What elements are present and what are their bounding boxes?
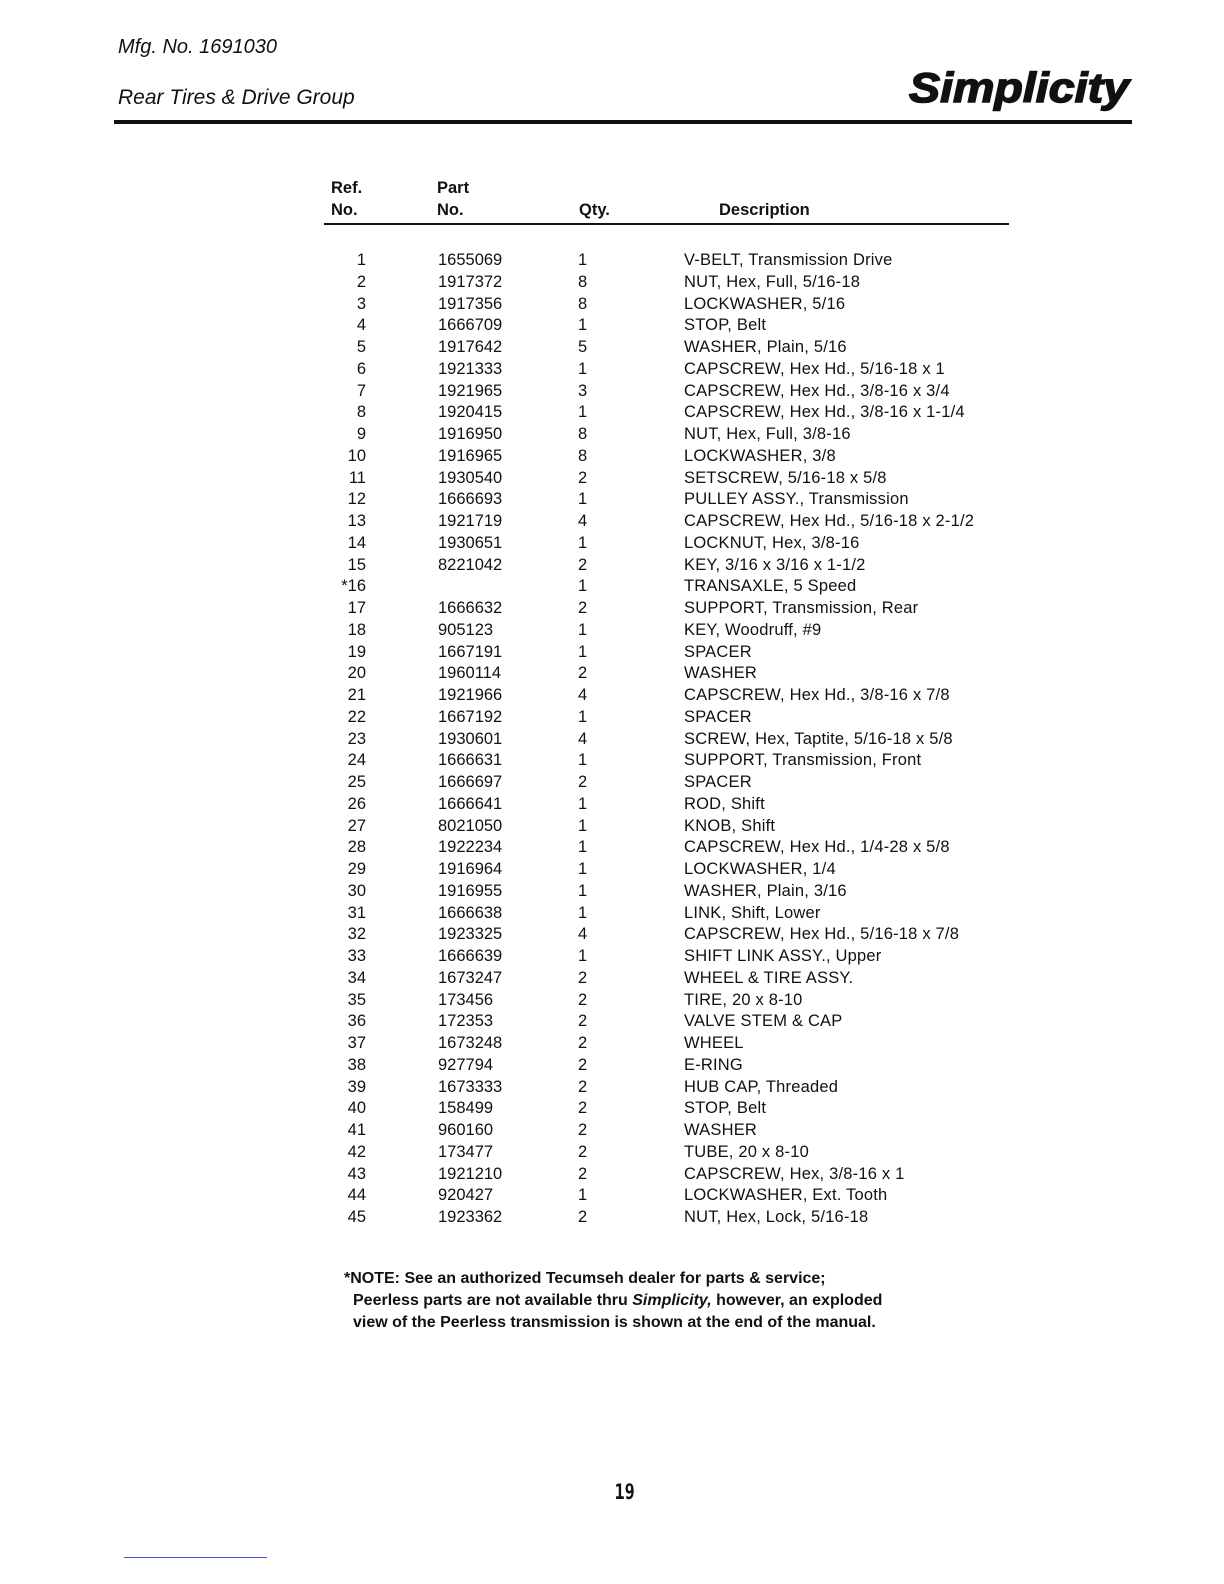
part-cell: 1923362 xyxy=(438,1208,503,1226)
description-cell: VALVE STEM & CAP xyxy=(684,1012,843,1031)
part-cell: 1930651 xyxy=(438,533,503,552)
qty-cell: 3 xyxy=(578,381,588,400)
ref-header-line1: Ref. xyxy=(331,179,363,197)
simplicity-logo xyxy=(905,62,1135,114)
part-cell: 1922234 xyxy=(438,838,503,857)
ref-cell: 27 xyxy=(347,816,366,835)
qty-cell: 1 xyxy=(578,490,588,509)
note-line-2 xyxy=(344,1290,984,1312)
part-cell: 1673333 xyxy=(438,1077,503,1096)
table-row xyxy=(0,903,1224,925)
qty-cell: 1 xyxy=(578,794,588,813)
ref-cell: 9 xyxy=(356,425,366,443)
table-row xyxy=(0,1164,1224,1186)
ref-cell: 25 xyxy=(347,773,366,791)
ref-cell: 45 xyxy=(347,1208,366,1226)
qty-cell: 1 xyxy=(578,316,588,335)
table-row xyxy=(0,446,1224,468)
part-cell: 960160 xyxy=(438,1121,494,1139)
ref-cell: 24 xyxy=(347,751,366,770)
description-cell: LOCKWASHER, 3/8 xyxy=(684,446,836,465)
description-cell: SPACER xyxy=(684,773,752,791)
ref-cell: 43 xyxy=(347,1164,366,1183)
part-cell: 1655069 xyxy=(438,251,503,269)
table-row xyxy=(0,468,1224,490)
description-cell: TUBE, 20 x 8-10 xyxy=(684,1142,809,1161)
qty-cell: 4 xyxy=(578,686,588,704)
ref-cell: 40 xyxy=(347,1099,366,1118)
qty-cell: 2 xyxy=(578,1164,588,1183)
description-cell: STOP, Belt xyxy=(684,316,767,335)
qty-cell: 4 xyxy=(578,512,588,530)
part-cell: 1666641 xyxy=(438,794,503,813)
column-header-ref xyxy=(331,177,362,221)
table-row xyxy=(0,598,1224,620)
ref-header-line2: No. xyxy=(331,201,358,219)
ref-cell: *16 xyxy=(341,577,366,596)
description-cell: SETSCREW, 5/16-18 x 5/8 xyxy=(684,468,887,487)
ref-cell: 38 xyxy=(347,1055,366,1074)
table-row xyxy=(0,555,1224,577)
table-row xyxy=(0,663,1224,685)
table-row xyxy=(0,707,1224,729)
qty-cell: 1 xyxy=(578,816,588,835)
part-cell: 158499 xyxy=(438,1099,494,1118)
description-cell: CAPSCREW, Hex Hd., 3/8-16 x 3/4 xyxy=(684,381,950,400)
part-cell: 1673248 xyxy=(438,1034,503,1052)
ref-cell: 23 xyxy=(347,729,366,748)
description-cell: CAPSCREW, Hex Hd., 5/16-18 x 1 xyxy=(684,359,945,378)
part-cell: 1673247 xyxy=(438,968,503,987)
table-row xyxy=(0,1098,1224,1120)
qty-cell: 1 xyxy=(578,860,588,878)
ref-cell: 32 xyxy=(347,925,366,944)
description-cell: WHEEL & TIRE ASSY. xyxy=(684,968,854,987)
note-line-2-end: however, an exploded xyxy=(711,1292,883,1309)
note-line-1: *NOTE: See an authorized Tecumseh dealer for parts & service; xyxy=(344,1270,826,1287)
qty-cell: 8 xyxy=(578,425,588,443)
qty-cell: 1 xyxy=(578,577,588,596)
ref-cell: 8 xyxy=(356,403,366,422)
part-cell: 1667191 xyxy=(438,642,503,661)
part-cell: 1920415 xyxy=(438,403,503,422)
description-cell: KEY, Woodruff, #9 xyxy=(684,620,822,639)
ref-cell: 21 xyxy=(347,686,366,704)
qty-cell: 2 xyxy=(578,990,588,1009)
qty-cell: 2 xyxy=(578,1012,588,1031)
table-row xyxy=(0,620,1224,642)
table-row xyxy=(0,881,1224,903)
brand-logo xyxy=(905,62,1135,114)
ref-cell: 5 xyxy=(356,338,366,356)
table-row xyxy=(0,946,1224,968)
page-number: 19 xyxy=(614,1480,635,1504)
qty-cell: 2 xyxy=(578,1142,588,1161)
description-cell: WASHER xyxy=(684,664,758,683)
table-row xyxy=(0,381,1224,403)
description-cell: NUT, Hex, Full, 5/16-18 xyxy=(684,272,861,291)
description-cell: CAPSCREW, Hex Hd., 5/16-18 x 7/8 xyxy=(684,925,960,944)
qty-cell: 1 xyxy=(578,751,588,770)
part-cell: 172353 xyxy=(438,1012,494,1031)
description-cell: CAPSCREW, Hex Hd., 3/8-16 x 7/8 xyxy=(684,686,950,704)
qty-cell: 2 xyxy=(578,1077,588,1096)
qty-cell: 2 xyxy=(578,968,588,987)
description-cell: LOCKWASHER, 5/16 xyxy=(684,294,846,313)
part-header-line2: No. xyxy=(437,201,464,219)
ref-cell: 2 xyxy=(356,272,366,291)
note-line-2-start: Peerless parts are not available thru xyxy=(353,1292,633,1309)
description-cell: CAPSCREW, Hex, 3/8-16 x 1 xyxy=(684,1164,905,1183)
description-cell: NUT, Hex, Full, 3/8-16 xyxy=(684,425,851,443)
description-cell: SHIFT LINK ASSY., Upper xyxy=(684,947,882,965)
qty-cell: 2 xyxy=(578,1121,588,1139)
ref-cell: 26 xyxy=(347,794,366,813)
table-row xyxy=(0,685,1224,707)
table-row xyxy=(0,337,1224,359)
part-cell: 1916955 xyxy=(438,881,503,900)
column-header-part xyxy=(437,177,469,221)
table-row xyxy=(0,1033,1224,1055)
qty-cell: 2 xyxy=(578,1099,588,1118)
ref-cell: 18 xyxy=(347,620,366,639)
ref-cell: 15 xyxy=(347,555,366,574)
note xyxy=(344,1268,984,1334)
part-cell: 1666639 xyxy=(438,947,503,965)
description-cell: NUT, Hex, Lock, 5/16-18 xyxy=(684,1208,869,1226)
part-cell: 920427 xyxy=(438,1186,494,1205)
table-row xyxy=(0,816,1224,838)
description-cell: ROD, Shift xyxy=(684,794,765,813)
qty-cell: 1 xyxy=(578,620,588,639)
ref-cell: 12 xyxy=(347,490,366,509)
qty-cell: 2 xyxy=(578,468,588,487)
table-row xyxy=(0,1142,1224,1164)
qty-cell: 2 xyxy=(578,599,588,617)
part-cell: 1960114 xyxy=(438,664,502,683)
table-row xyxy=(0,576,1224,598)
qty-cell: 8 xyxy=(578,294,588,313)
table-row xyxy=(0,1077,1224,1099)
qty-cell: 4 xyxy=(578,729,588,748)
part-cell: 1666638 xyxy=(438,903,503,922)
ref-cell: 1 xyxy=(356,251,366,269)
ref-cell: 28 xyxy=(347,838,366,857)
header-rule xyxy=(114,120,1132,124)
part-cell: 905123 xyxy=(438,620,494,639)
part-cell: 1916950 xyxy=(438,425,503,443)
description-cell: LOCKNUT, Hex, 3/8-16 xyxy=(684,533,860,552)
part-cell: 1930540 xyxy=(438,468,503,487)
table-row xyxy=(0,315,1224,337)
table-row xyxy=(0,1185,1224,1207)
parts-table xyxy=(0,250,1224,1229)
table-row xyxy=(0,837,1224,859)
ref-cell: 4 xyxy=(356,316,366,335)
part-cell: 1917642 xyxy=(438,338,503,356)
table-row xyxy=(0,968,1224,990)
ref-cell: 3 xyxy=(356,294,366,313)
part-cell: 1921965 xyxy=(438,381,503,400)
part-cell: 1921966 xyxy=(438,686,503,704)
description-cell: SCREW, Hex, Taptite, 5/16-18 x 5/8 xyxy=(684,729,953,748)
ref-cell: 33 xyxy=(347,947,366,965)
part-cell: 1923325 xyxy=(438,925,503,944)
table-row xyxy=(0,533,1224,555)
table-row xyxy=(0,489,1224,511)
ref-cell: 10 xyxy=(347,446,366,465)
description-cell: HUB CAP, Threaded xyxy=(684,1077,839,1096)
description-cell: WASHER, Plain, 5/16 xyxy=(684,338,847,356)
ref-cell: 13 xyxy=(347,512,366,530)
qty-cell: 1 xyxy=(578,403,588,422)
qty-cell: 1 xyxy=(578,533,588,552)
table-row xyxy=(0,750,1224,772)
table-row xyxy=(0,794,1224,816)
qty-cell: 8 xyxy=(578,272,588,291)
table-row xyxy=(0,1055,1224,1077)
table-row xyxy=(0,924,1224,946)
ref-cell: 11 xyxy=(348,468,366,487)
ref-cell: 17 xyxy=(347,599,366,617)
description-cell: PULLEY ASSY., Transmission xyxy=(684,490,909,509)
description-cell: WHEEL xyxy=(684,1034,744,1052)
description-cell: V-BELT, Transmission Drive xyxy=(684,251,893,269)
note-brand: Simplicity, xyxy=(632,1292,712,1309)
description-cell: CAPSCREW, Hex Hd., 3/8-16 x 1-1/4 xyxy=(684,403,965,422)
qty-cell: 2 xyxy=(578,555,588,574)
mfg-number: Mfg. No. 1691030 xyxy=(118,36,277,58)
part-cell: 173456 xyxy=(438,990,494,1009)
description-cell: CAPSCREW, Hex Hd., 5/16-18 x 2-1/2 xyxy=(684,512,975,530)
column-header-qty: Qty. xyxy=(579,201,610,219)
description-cell: SUPPORT, Transmission, Rear xyxy=(684,599,919,617)
column-header-description: Description xyxy=(719,201,810,219)
part-header-line1: Part xyxy=(437,179,470,197)
qty-cell: 1 xyxy=(578,903,588,922)
part-cell: 1667192 xyxy=(438,707,503,726)
qty-cell: 1 xyxy=(578,642,588,661)
description-cell: WASHER, Plain, 3/16 xyxy=(684,881,847,900)
qty-cell: 4 xyxy=(578,925,588,944)
qty-cell: 2 xyxy=(578,1034,588,1052)
table-row xyxy=(0,250,1224,272)
part-cell: 927794 xyxy=(438,1055,494,1074)
description-cell: KNOB, Shift xyxy=(684,816,776,835)
description-cell: LOCKWASHER, Ext. Tooth xyxy=(684,1186,888,1205)
part-cell: 1666631 xyxy=(438,751,503,770)
table-row xyxy=(0,642,1224,664)
table-row xyxy=(0,294,1224,316)
qty-cell: 1 xyxy=(578,251,588,269)
description-cell: SPACER xyxy=(684,707,752,726)
qty-cell: 1 xyxy=(578,707,588,726)
qty-cell: 1 xyxy=(578,359,588,378)
ref-cell: 6 xyxy=(356,359,366,378)
table-row xyxy=(0,272,1224,294)
table-row xyxy=(0,1120,1224,1142)
ref-cell: 22 xyxy=(347,707,366,726)
description-cell: WASHER xyxy=(684,1121,758,1139)
ref-cell: 36 xyxy=(347,1012,366,1031)
ref-cell: 44 xyxy=(347,1186,366,1205)
table-header-rule xyxy=(324,223,1009,225)
ref-cell: 29 xyxy=(347,860,366,878)
table-row xyxy=(0,511,1224,533)
description-cell: LINK, Shift, Lower xyxy=(684,903,821,922)
part-cell: 8021050 xyxy=(438,816,503,835)
table-row xyxy=(0,990,1224,1012)
description-cell: CAPSCREW, Hex Hd., 1/4-28 x 5/8 xyxy=(684,838,950,857)
ref-cell: 14 xyxy=(347,533,366,552)
part-cell: 8221042 xyxy=(438,555,503,574)
ref-cell: 42 xyxy=(347,1142,366,1161)
part-cell: 1930601 xyxy=(438,729,503,748)
table-row xyxy=(0,772,1224,794)
qty-cell: 8 xyxy=(578,446,588,465)
description-cell: TRANSAXLE, 5 Speed xyxy=(684,577,857,596)
table-row xyxy=(0,1011,1224,1033)
ref-cell: 35 xyxy=(347,990,366,1009)
qty-cell: 2 xyxy=(578,1055,588,1074)
table-row xyxy=(0,729,1224,751)
table-row xyxy=(0,359,1224,381)
brand-logo-text: Simplicity xyxy=(909,64,1132,111)
ref-cell: 41 xyxy=(347,1121,366,1139)
description-cell: SUPPORT, Transmission, Front xyxy=(684,751,922,770)
part-cell: 1921210 xyxy=(438,1164,503,1183)
qty-cell: 1 xyxy=(578,881,588,900)
qty-cell: 1 xyxy=(578,1186,588,1205)
qty-cell: 2 xyxy=(578,664,588,683)
part-cell: 173477 xyxy=(438,1142,494,1161)
qty-cell: 1 xyxy=(578,838,588,857)
part-cell: 1666709 xyxy=(438,316,503,335)
part-cell: 1666632 xyxy=(438,599,503,617)
qty-cell: 5 xyxy=(578,338,588,356)
description-cell: STOP, Belt xyxy=(684,1099,767,1118)
table-row xyxy=(0,424,1224,446)
table-row xyxy=(0,859,1224,881)
qty-cell: 2 xyxy=(578,773,588,791)
note-line-3: view of the Peerless transmission is shown at the end of the manual. xyxy=(353,1314,876,1331)
part-cell: 1666693 xyxy=(438,490,503,509)
part-cell: 1921333 xyxy=(438,359,503,378)
description-cell: SPACER xyxy=(684,642,752,661)
part-cell: 1666697 xyxy=(438,773,503,791)
table-row xyxy=(0,402,1224,424)
ref-cell: 19 xyxy=(347,642,366,661)
group-title: Rear Tires & Drive Group xyxy=(118,86,355,109)
description-cell: KEY, 3/16 x 3/16 x 1-1/2 xyxy=(684,555,866,574)
scan-line xyxy=(124,1557,267,1558)
qty-cell: 1 xyxy=(578,947,588,965)
part-cell: 1917372 xyxy=(438,272,503,291)
description-cell: TIRE, 20 x 8-10 xyxy=(684,990,803,1009)
ref-cell: 30 xyxy=(347,881,366,900)
part-cell: 1917356 xyxy=(438,294,503,313)
ref-cell: 20 xyxy=(347,664,366,683)
description-cell: LOCKWASHER, 1/4 xyxy=(684,860,836,878)
part-cell: 1916965 xyxy=(438,446,503,465)
ref-cell: 34 xyxy=(347,968,366,987)
ref-cell: 39 xyxy=(347,1077,366,1096)
part-cell: 1916964 xyxy=(438,860,503,878)
table-row xyxy=(0,1207,1224,1229)
ref-cell: 31 xyxy=(347,903,366,922)
description-cell: E-RING xyxy=(684,1055,743,1074)
qty-cell: 2 xyxy=(578,1208,588,1226)
part-cell: 1921719 xyxy=(438,512,503,530)
ref-cell: 37 xyxy=(347,1034,366,1052)
ref-cell: 7 xyxy=(356,381,366,400)
